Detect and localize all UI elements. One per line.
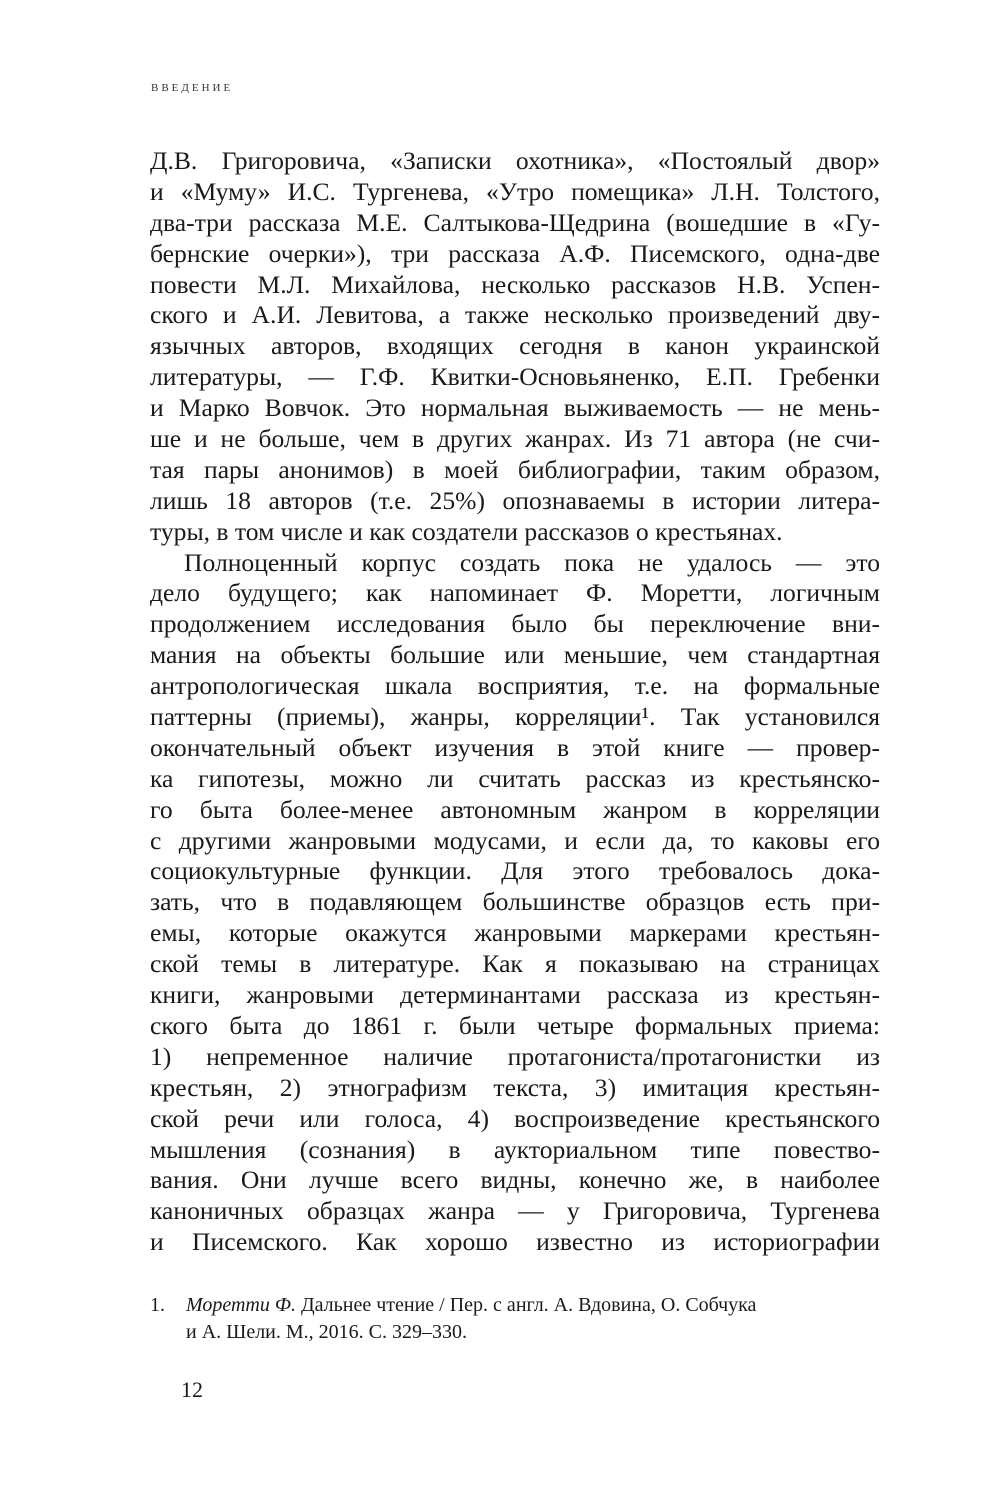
text-line: туры, в том числе и как создатели рассказов о крестьянах. xyxy=(150,516,783,546)
text-line: с другими жанровыми модусами, и если да, то каковы его xyxy=(150,825,880,855)
body-text xyxy=(150,146,880,1258)
text-line: окончательный объект изучения в этой книге — провер- xyxy=(150,732,880,762)
text-line: каноничных образцах жанра — у Григоровича, Тургенева xyxy=(150,1196,880,1226)
footnote-number: 1. xyxy=(150,1294,165,1316)
text-line: продолжением исследования было бы переключение вни- xyxy=(150,609,880,639)
text-line: язычных авторов, входящих сегодня в канон украинской xyxy=(150,331,880,361)
paragraph-2 xyxy=(150,548,880,1258)
text-line: 1) непременное наличие протагониста/протагонистки из xyxy=(150,1041,880,1071)
text-line: мышления (сознания) в аукториальном типе повество- xyxy=(150,1134,880,1164)
text-line: два-три рассказа М.Е. Салтыкова-Щедрина (вошедшие в «Гу- xyxy=(150,207,880,237)
text-line: Д.В. Григоровича, «Записки охотника», «Постоялый двор» xyxy=(150,146,880,175)
text-line: социокультурные функции. Для этого требовалось дока- xyxy=(150,856,880,886)
text-line: ской речи или голоса, 4) воспроизведение крестьянского xyxy=(150,1103,880,1133)
text-line: Полноценный корпус создать пока не удалось — это xyxy=(184,547,880,577)
text-line: дело будущего; как напоминает Ф. Моретти, логичным xyxy=(150,578,880,608)
text-line: вания. Они лучше всего видны, конечно же, в наиболее xyxy=(150,1165,880,1195)
text-line: ского быта до 1861 г. были четыре формальных приема: xyxy=(150,1010,880,1040)
running-head: ВВЕДЕНИЕ xyxy=(151,82,234,94)
text-line: и «Муму» И.С. Тургенева, «Утро помещика» Л.Н. Толстого, xyxy=(150,176,880,206)
footnote-line xyxy=(150,1292,880,1319)
text-line: зать, что в подавляющем большинстве образцов есть при- xyxy=(150,887,880,917)
text-line: книги, жанровыми детерминантами рассказа из крестьян- xyxy=(150,980,880,1010)
footnote xyxy=(150,1292,880,1346)
text-line: паттерны (приемы), жанры, корреляции¹. Так установился xyxy=(150,702,880,732)
text-line: мания на объекты большие или меньшие, чем стандартная xyxy=(150,640,880,670)
footnote-text: Дальнее чтение / Пер. с англ. А. Вдовина, О. Собчука xyxy=(295,1294,757,1316)
footnote-author: Моретти Ф. xyxy=(186,1294,296,1316)
text-line: го быта более-менее автономным жанром в корреляции xyxy=(150,794,880,824)
text-line: литературы, — Г.Ф. Квитки-Основьяненко, Е.П. Гребенки xyxy=(150,362,880,392)
footnote-line: и А. Шели. М., 2016. С. 329–330. xyxy=(186,1321,468,1343)
text-line: крестьян, 2) этнографизм текста, 3) имитация крестьян- xyxy=(150,1072,880,1102)
text-line: емы, которые окажутся жанровыми маркерами крестьян- xyxy=(150,918,880,948)
text-line: и Марко Вовчок. Это нормальная выживаемость — не мень- xyxy=(150,393,880,423)
text-line: бернские очерки»), три рассказа А.Ф. Писемского, одна-две xyxy=(150,238,880,268)
text-line: антропологическая шкала восприятия, т.е. на формальные xyxy=(150,671,880,701)
text-line: ше и не больше, чем в других жанрах. Из 71 автора (не счи- xyxy=(150,424,880,454)
text-line: ского и А.И. Левитова, а также несколько произведений дву- xyxy=(150,300,880,330)
text-line: ка гипотезы, можно ли считать рассказ из крестьянско- xyxy=(150,763,880,793)
text-line: ской темы в литературе. Как я показываю на страницах xyxy=(150,949,880,979)
text-line: лишь 18 авторов (т.е. 25%) опознаваемы в истории литера- xyxy=(150,485,880,515)
paragraph-1 xyxy=(150,146,880,548)
text-line: и Писемского. Как хорошо известно из историографии xyxy=(150,1227,880,1257)
page-number: 12 xyxy=(181,1377,203,1402)
text-line: повести М.Л. Михайлова, несколько рассказов Н.В. Успен- xyxy=(150,269,880,299)
text-line: тая пары анонимов) в моей библиографии, таким образом, xyxy=(150,454,880,484)
